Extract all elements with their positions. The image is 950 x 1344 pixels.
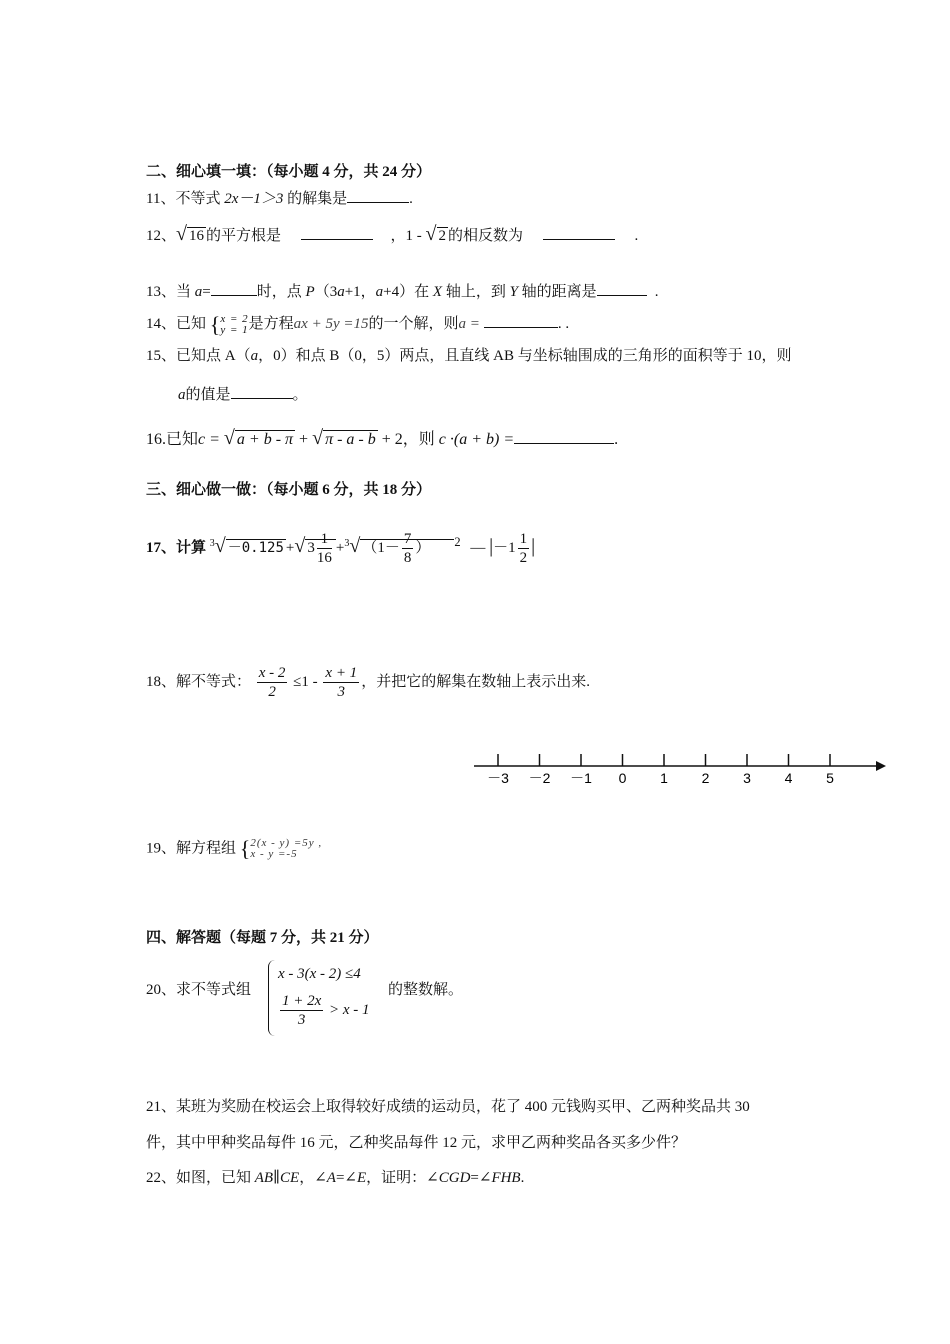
q14-equation: ax + 5y =15 — [293, 316, 369, 332]
question-19 — [146, 838, 322, 860]
q15-var-a-2: a — [178, 387, 186, 403]
q16-then: ，则 — [402, 431, 435, 448]
q15-text: 已知点 A（ — [176, 348, 251, 364]
q19-label: 19、解方程组 — [146, 840, 237, 857]
q13-text-7: 轴的距离是 — [517, 284, 597, 300]
q13-text-2: 时，点 — [256, 284, 306, 300]
number-line-label: －3 — [487, 770, 509, 786]
q17-cbrt-3: √ （1－ $\frac{7}{8}$ ） — [349, 530, 454, 567]
q11-postfix: 的解集是 — [283, 191, 348, 207]
question-21-line-2: 件，其中甲种奖品每件 16 元，乙种奖品每件 12 元，求甲乙两种奖品各买多少件？ — [146, 1135, 687, 1151]
q13-text-3: （3 — [314, 284, 338, 300]
q14-text: 已知 — [176, 316, 207, 332]
q16-expression: c ·(a + b) = — [438, 431, 515, 448]
q12-answer-blank-2[interactable] — [543, 225, 615, 240]
question-15-line-1 — [146, 346, 791, 366]
q13-end: . — [654, 284, 659, 300]
q15-text-2: ，0）和点 B（0，5）两点，且直线 AB 与坐标轴围成的三角形的面积等于 10，则 — [258, 348, 792, 364]
q16-sqrt-1: √ a + b - π — [223, 427, 294, 449]
q12-answer-blank-1[interactable] — [301, 225, 373, 240]
question-14 — [146, 313, 569, 336]
section-2-title: 二、细心填一填：（每小题 4 分，共 24 分） — [146, 164, 432, 180]
q14-system: x = 2 y = 1 — [220, 312, 249, 336]
q13-var-a-2: a — [337, 284, 345, 300]
question-22: 22、如图，已知 AB∥CE，∠A=∠E，证明：∠CGD=∠FHB. — [146, 1170, 525, 1186]
q18-middle: ≤1 - — [293, 673, 318, 690]
question-13 — [146, 281, 658, 302]
number-line — [472, 752, 892, 788]
q16-end: . — [614, 431, 619, 448]
q17-cbrt-1: √ －0.125 — [214, 534, 284, 557]
number-line-label: －1 — [570, 770, 592, 786]
q13-text: 当 — [176, 284, 195, 300]
q13-var-a-3: a — [375, 284, 384, 300]
q13-point-p: P — [305, 284, 315, 300]
q11-answer-blank[interactable] — [347, 188, 409, 203]
q12-text-2: ，1 - — [390, 228, 426, 244]
q17-sqrt-2: √ 3 $\frac{1}{16}$ — [294, 530, 335, 567]
q17-abs-close: | — [531, 534, 536, 557]
q20-inequality-2: $\frac{1 + 2x}{3}$ > x - 1 — [282, 993, 370, 1028]
q17-abs-open: | — [489, 534, 494, 557]
q17-cube-index-1: 3 — [209, 537, 215, 549]
q19-brace: { — [239, 836, 251, 861]
question-12 — [146, 224, 638, 246]
q16-c-eq: c = — [198, 431, 220, 448]
q11-end: . — [409, 191, 413, 207]
q16-plus: + — [299, 431, 309, 448]
q16-text: 已知 — [166, 431, 199, 448]
q15-end: 。 — [292, 387, 308, 403]
question-17: 17、计算 $^3$√ －0.125 +√ 3 $\frac{1}{16}$ +$^3$√ （1－ $\frac{7}{8}$ ） $^2$ — |－1 $\frac{1}{2}$ | — [146, 531, 536, 566]
q14-end: . . — [557, 316, 570, 332]
number-line-arrow — [876, 761, 886, 771]
question-21-line-1: 21、某班为奖励在校运会上取得较好成绩的运动员，花了 400 元钱购买甲、乙两种奖品共 30 — [146, 1099, 750, 1115]
question-16 — [146, 428, 618, 450]
question-15-line-2 — [178, 384, 308, 405]
q12-text-1: 的平方根是 — [206, 228, 282, 244]
q13-axis-x: X — [432, 284, 443, 300]
q15-text-3: 的值是 — [185, 387, 231, 403]
number-line-label: 0 — [618, 770, 627, 786]
q15-answer-blank[interactable] — [231, 384, 293, 399]
number-line-label: －2 — [528, 770, 551, 786]
q13-text-6: 轴上，到 — [442, 284, 510, 300]
q11-prefix: 不等式 — [175, 191, 225, 207]
section-4-title: 四、解答题（每题 7 分，共 21 分） — [146, 930, 379, 946]
q14-var-a: a = — [458, 316, 480, 332]
section-3-title: 三、细心做一做：（每小题 6 分，共 18 分） — [146, 482, 432, 498]
q15-var-a: a — [250, 348, 259, 364]
q13-text-5: +4）在 — [383, 284, 433, 300]
q12-text-3: 的相反数为 — [448, 228, 524, 244]
q18-label: 18、解不等式： — [146, 673, 252, 690]
q16-answer-blank[interactable] — [514, 429, 614, 444]
q13-axis-y: Y — [509, 284, 518, 300]
q17-power: 2 — [454, 534, 461, 549]
q18-fraction-2: $\frac{x + 1}{3}$ — [325, 665, 358, 700]
q15-number: 15、 — [146, 348, 177, 364]
q13-eq: = — [202, 284, 211, 300]
q14-brace: { — [209, 311, 221, 337]
q17-abs-value: －1 — [493, 539, 516, 556]
q16-sqrt-2: √ π - a - b — [312, 427, 376, 449]
q13-answer-blank-2[interactable] — [597, 281, 647, 296]
q17-minus: — — [470, 539, 486, 556]
q12-end: . — [634, 228, 639, 244]
number-line-label: 5 — [826, 770, 834, 786]
q19-system: 2(x - y) =5y , x - y =-5 — [250, 837, 323, 860]
q18-fraction-1: $\frac{x - 2}{2}$ — [258, 665, 286, 700]
q11-number: 11、 — [146, 191, 176, 207]
q14-answer-blank[interactable] — [484, 313, 558, 328]
q17-cube-index-2: 3 — [344, 537, 350, 549]
q12-number: 12、 — [146, 228, 177, 244]
number-line-label: 2 — [701, 770, 710, 786]
question-18 — [146, 664, 590, 701]
q17-abs-fraction: $\frac{1}{2}$ — [519, 531, 528, 566]
q16-number: 16. — [146, 431, 166, 448]
q18-postfix: ，并把它的解集在数轴上表示出来. — [361, 673, 590, 690]
q20-postfix: 的整数解。 — [388, 982, 464, 998]
question-20 — [146, 980, 251, 1000]
q13-answer-blank-1[interactable] — [211, 281, 257, 296]
question-11 — [146, 188, 413, 209]
q17-label: 17、计算 — [146, 539, 207, 556]
q16-plus-two: + 2 — [381, 431, 403, 448]
number-line-label: 3 — [743, 770, 751, 786]
q20-inequality-1: x - 3(x - 2) ≤4 — [278, 966, 361, 982]
q14-number: 14、 — [146, 316, 177, 332]
number-line-label: 1 — [660, 770, 668, 786]
q14-text-3: 的一个解，则 — [368, 316, 459, 332]
q14-text-2: 是方程 — [248, 316, 294, 332]
q13-number: 13、 — [146, 284, 177, 300]
number-line-label: 4 — [784, 770, 793, 786]
q20-brace — [268, 960, 275, 1036]
q12-sqrt-16: √ 16 — [176, 223, 204, 245]
q13-text-4: +1， — [344, 284, 376, 300]
q20-label: 20、求不等式组 — [146, 982, 252, 998]
q13-var-a: a — [194, 284, 203, 300]
q20-fraction: $\frac{1 + 2x}{3}$ — [282, 993, 322, 1028]
q12-sqrt-2: √ 2 — [425, 223, 446, 245]
q11-expression: 2x－1＞3 — [224, 191, 284, 207]
